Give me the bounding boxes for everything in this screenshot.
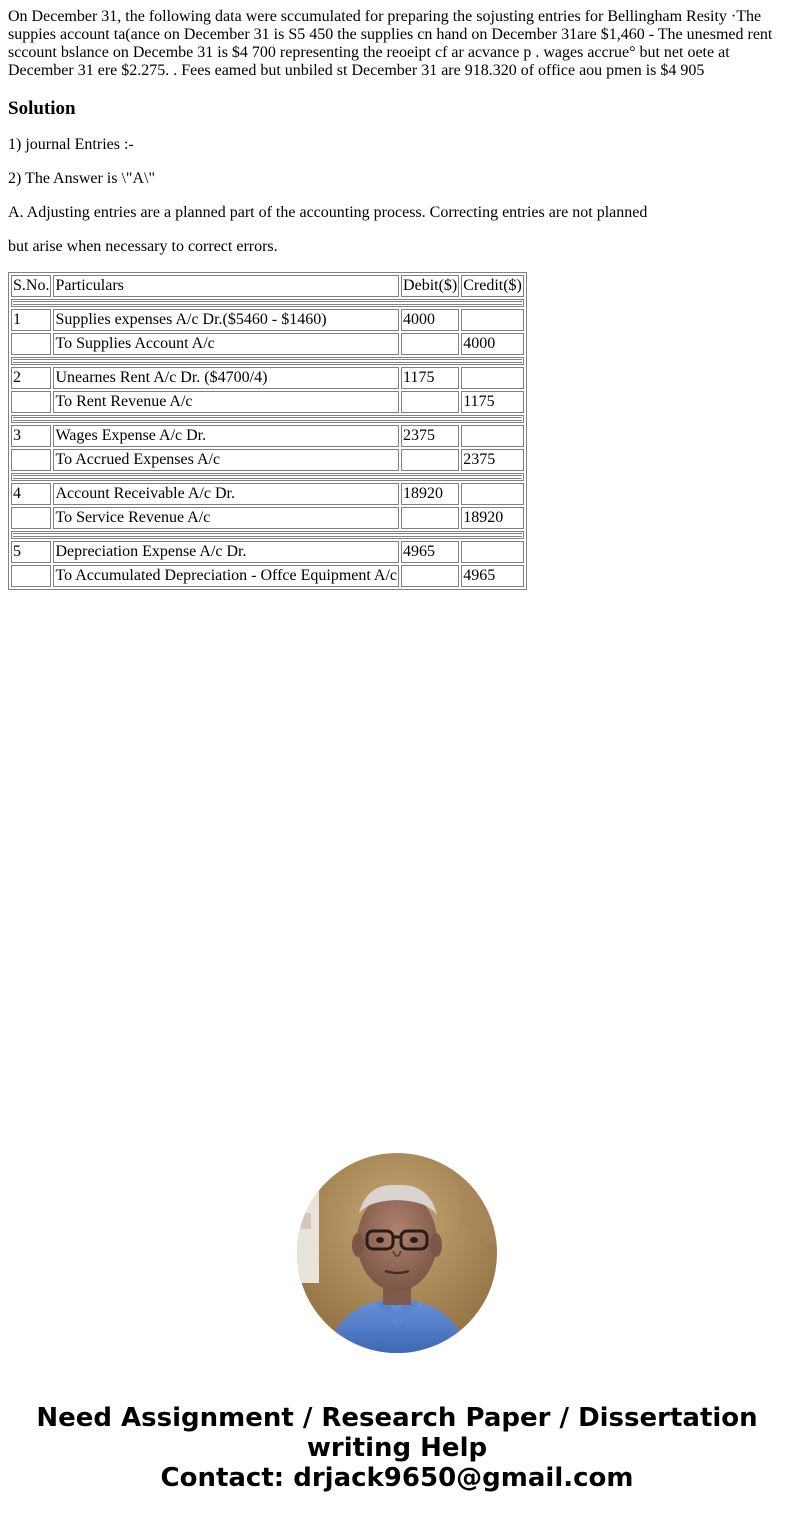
entry-debit-empty xyxy=(401,449,459,471)
header-credit: Credit($) xyxy=(461,275,524,297)
entry-debit-amount: 1175 xyxy=(401,367,459,389)
entry-credit-particular: To Service Revenue A/c xyxy=(53,507,399,529)
entry-group-5 xyxy=(11,531,524,587)
table-row xyxy=(11,367,524,389)
header-debit: Debit($) xyxy=(401,275,459,297)
table-row xyxy=(11,541,524,563)
table-row xyxy=(11,565,524,587)
entry-debit-empty xyxy=(401,507,459,529)
table-row xyxy=(11,333,524,355)
entry-group-4 xyxy=(11,473,524,529)
entry-sno: 4 xyxy=(11,483,51,505)
entry-debit-amount: 18920 xyxy=(401,483,459,505)
entry-debit-empty xyxy=(401,391,459,413)
entry-debit-particular: Account Receivable A/c Dr. xyxy=(53,483,399,505)
answer-line: 2) The Answer is \"A\" xyxy=(8,170,155,187)
entry-sno-empty xyxy=(11,391,51,413)
entry-credit-amount: 2375 xyxy=(461,449,524,471)
entry-sno-empty xyxy=(11,449,51,471)
entry-sno: 2 xyxy=(11,367,51,389)
table-header-row xyxy=(11,275,524,297)
promo-line-2: writing Help xyxy=(306,1433,488,1463)
explanation-line-2: but arise when necessary to correct errors. xyxy=(8,238,278,255)
journal-entries-heading: 1) journal Entries :- xyxy=(8,136,134,153)
document-body xyxy=(8,8,786,590)
entry-sno-empty xyxy=(11,507,51,529)
entry-credit-empty xyxy=(461,309,524,331)
entry-credit-amount: 18920 xyxy=(461,507,524,529)
entry-sno: 3 xyxy=(11,425,51,447)
question-text: On December 31, the following data were sccumulated for preparing the sojusting entries for Bellingham Resity ·The suppies account ta(ance on December 31 is S5 450 the supplies cn hand on December 31are $1,460 - The unesmed rent sccount bslance on Decembe 31 is $4 700 representing the reoeipt cf ar acvance p . wages accrue° but net oete at December 31 ere $2.275. . Fees eamed but unbiled st December 31 are 918.320 of office aou pmen is $4 905 xyxy=(8,8,773,79)
entry-debit-particular: Supplies expenses A/c Dr.($5460 - $1460) xyxy=(53,309,399,331)
promo-banner xyxy=(0,1403,794,1493)
entry-debit-particular: Wages Expense A/c Dr. xyxy=(53,425,399,447)
entry-credit-empty xyxy=(461,425,524,447)
table-row xyxy=(11,425,524,447)
entry-debit-empty xyxy=(401,333,459,355)
entry-sno-empty xyxy=(11,333,51,355)
entry-debit-particular: Depreciation Expense A/c Dr. xyxy=(53,541,399,563)
promo-contact-line: Contact: drjack9650@gmail.com xyxy=(160,1463,634,1493)
entry-debit-amount: 2375 xyxy=(401,425,459,447)
entry-credit-particular: To Supplies Account A/c xyxy=(53,333,399,355)
header-particulars: Particulars xyxy=(53,275,399,297)
entry-debit-amount: 4000 xyxy=(401,309,459,331)
entry-sno: 5 xyxy=(11,541,51,563)
promo-line-1: Need Assignment / Research Paper / Dissertation xyxy=(36,1403,758,1433)
entry-credit-empty xyxy=(461,541,524,563)
table-row xyxy=(11,391,524,413)
header-sno: S.No. xyxy=(11,275,51,297)
avatar-portrait-graphic xyxy=(297,1153,497,1353)
entry-credit-particular: To Accrued Expenses A/c xyxy=(53,449,399,471)
journal-table xyxy=(8,272,527,590)
table-row xyxy=(11,507,524,529)
entry-credit-amount: 4000 xyxy=(461,333,524,355)
entry-credit-amount: 4965 xyxy=(461,565,524,587)
entry-sno-empty xyxy=(11,565,51,587)
entry-credit-empty xyxy=(461,483,524,505)
tutor-avatar-photo xyxy=(297,1153,497,1353)
entry-group-2 xyxy=(11,357,524,413)
entry-sno: 1 xyxy=(11,309,51,331)
entry-credit-empty xyxy=(461,367,524,389)
entry-credit-particular: To Rent Revenue A/c xyxy=(53,391,399,413)
table-row xyxy=(11,309,524,331)
entry-credit-amount: 1175 xyxy=(461,391,524,413)
entry-debit-amount: 4965 xyxy=(401,541,459,563)
entry-credit-particular: To Accumulated Depreciation - Offce Equipment A/c xyxy=(53,565,399,587)
table-row xyxy=(11,483,524,505)
explanation-line-1: A. Adjusting entries are a planned part of the accounting process. Correcting entries are not planned xyxy=(8,204,648,221)
solution-heading: Solution xyxy=(8,98,76,119)
entry-group-1 xyxy=(11,299,524,355)
entry-debit-particular: Unearnes Rent A/c Dr. ($4700/4) xyxy=(53,367,399,389)
entry-group-3 xyxy=(11,415,524,471)
table-row xyxy=(11,449,524,471)
entry-debit-empty xyxy=(401,565,459,587)
